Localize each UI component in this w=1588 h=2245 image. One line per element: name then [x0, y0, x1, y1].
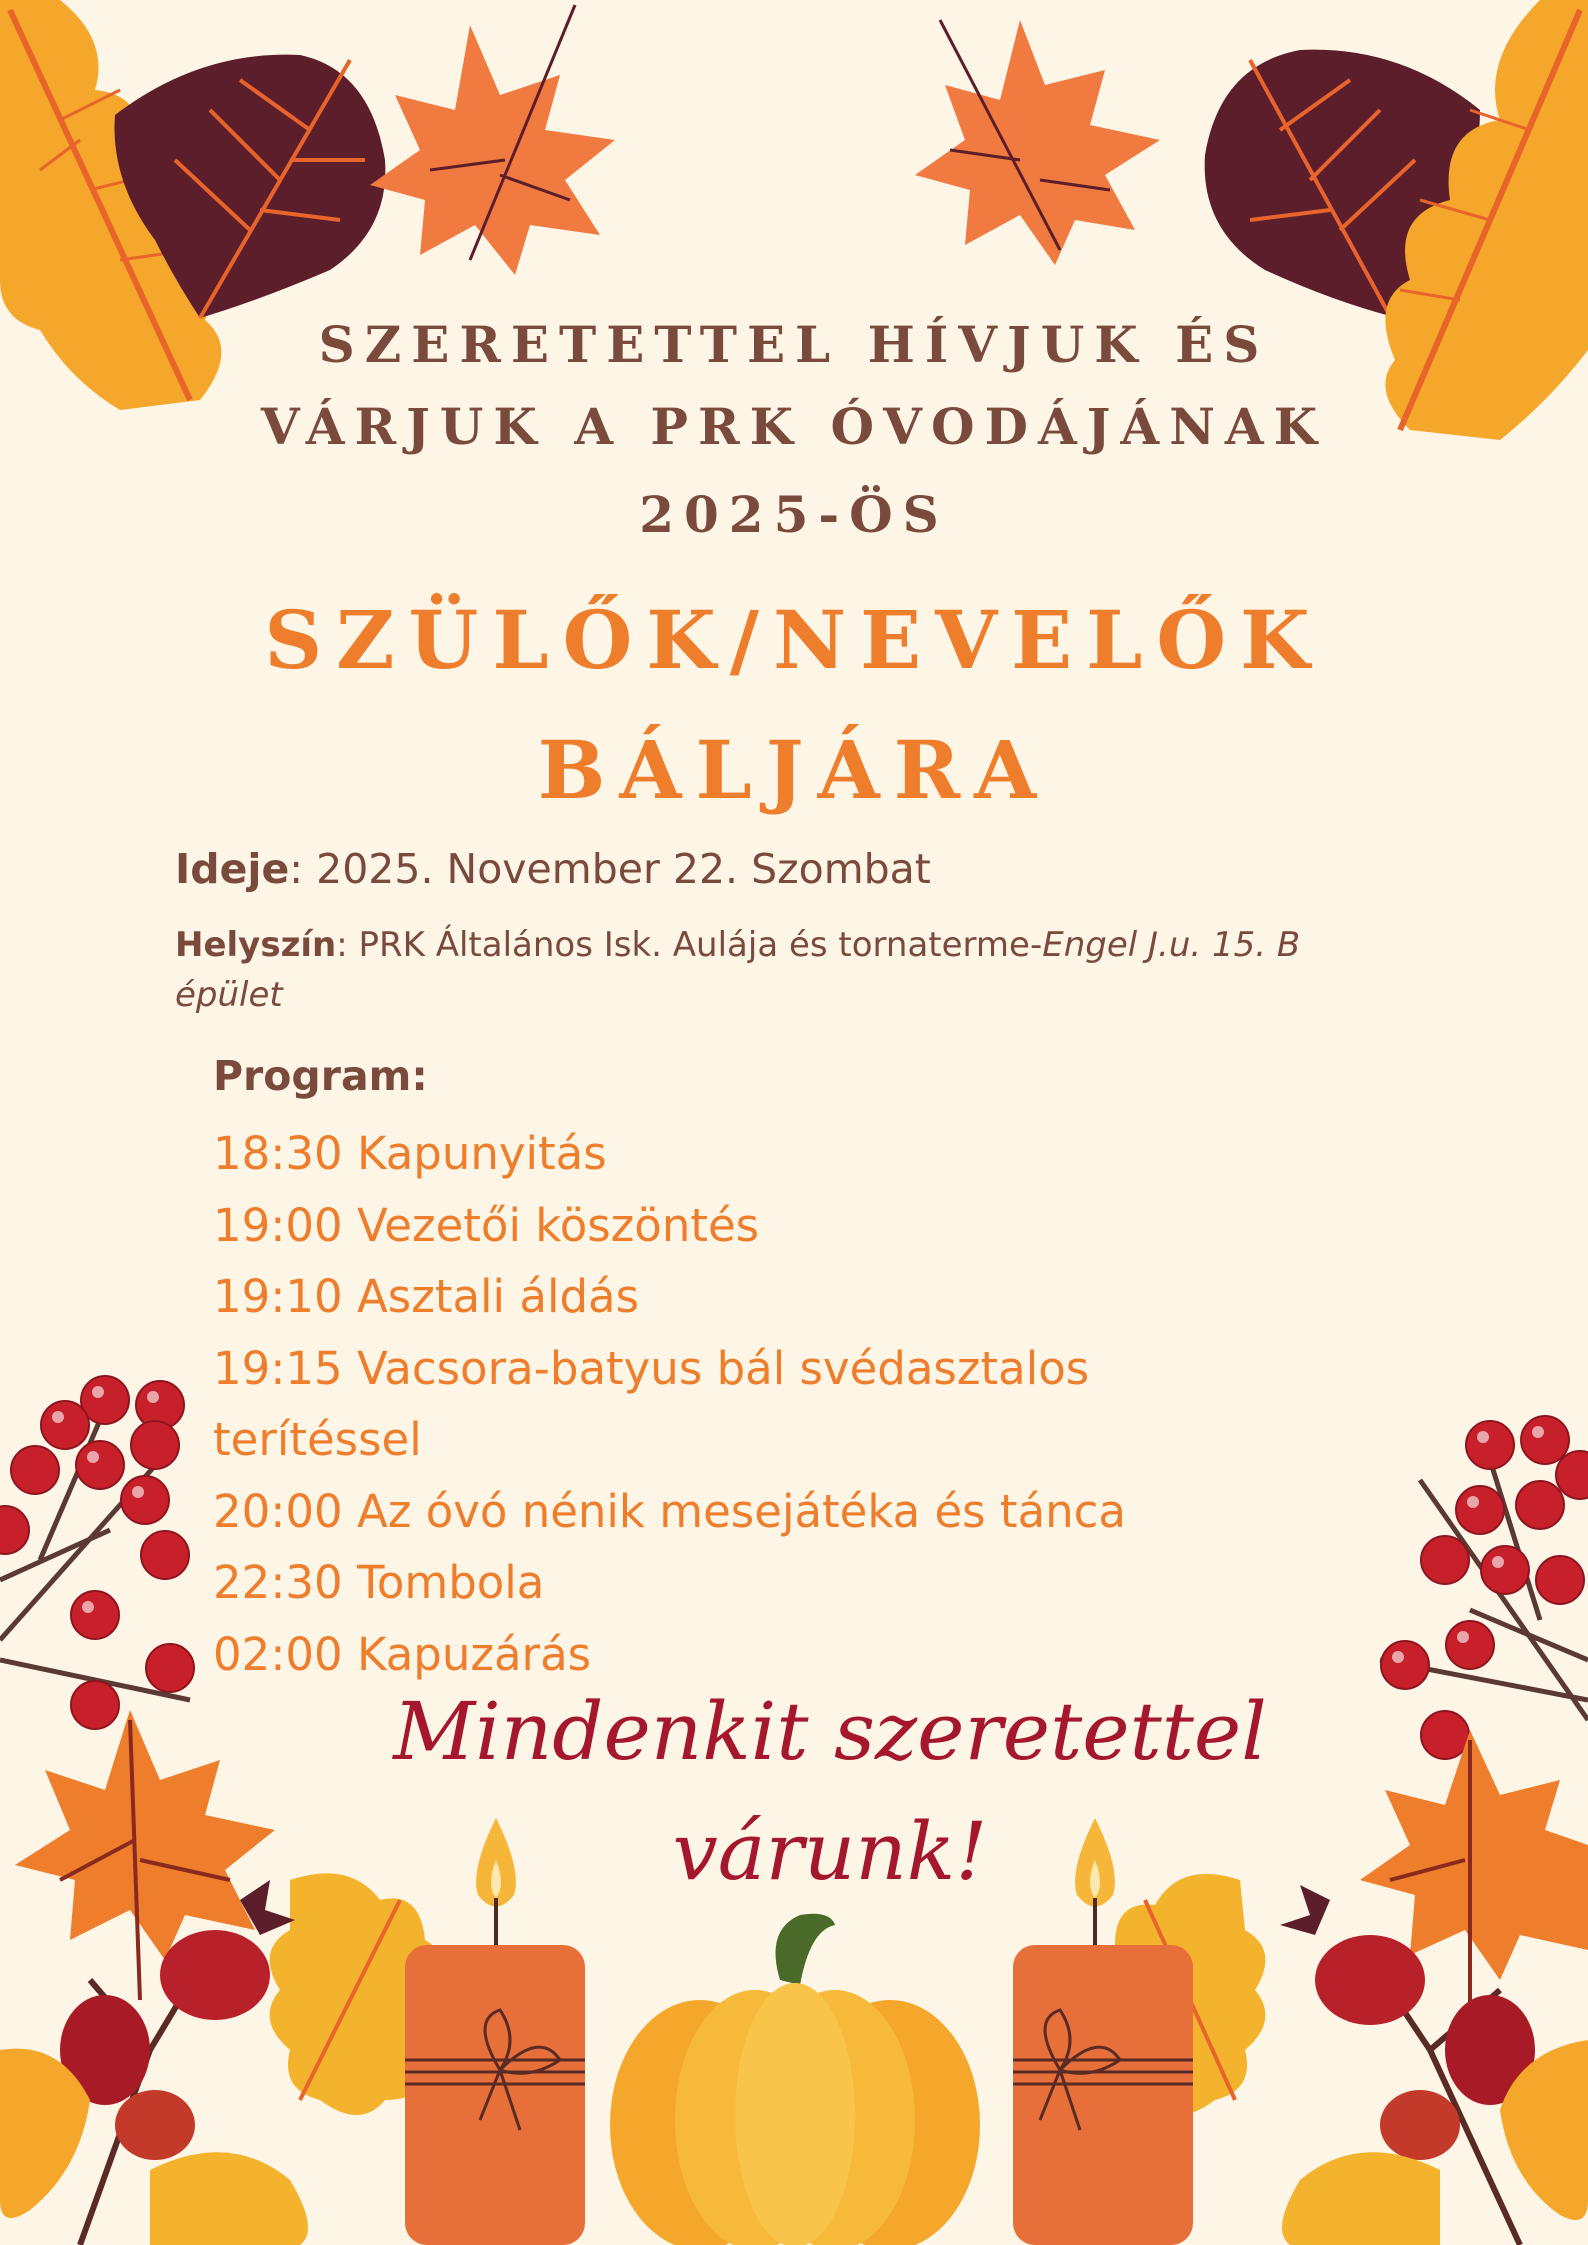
closing-line-2: várunk! — [672, 1805, 988, 1898]
program-item: 22:30 Tombola — [213, 1556, 545, 1609]
invitation-line-1: SZERETETTEL HÍVJUK ÉS — [318, 315, 1270, 374]
time-label: Ideje — [175, 845, 290, 893]
event-title-line-2: BÁLJÁRA — [537, 723, 1051, 817]
program-item: 02:00 Kapuzárás — [213, 1627, 592, 1681]
program-title: Program: — [213, 1052, 428, 1100]
program-list — [213, 1118, 1333, 1690]
program-item: 19:00 Vezetői köszöntés — [213, 1198, 760, 1252]
maple-leaf-icon — [370, 5, 615, 275]
closing-line-1: Mindenkit szeretettel — [393, 1685, 1267, 1778]
program-item: terítéssel — [213, 1413, 422, 1466]
program-item: 18:30 Kapunyitás — [213, 1127, 607, 1180]
program-item: 20:00 Az óvó nénik mesejátéka és tánca — [213, 1484, 1126, 1538]
place-address: Engel J.u. 15. B épület — [175, 925, 1301, 1015]
place-value: : PRK Általános Isk. Aulája és tornaterme- — [336, 925, 1043, 965]
place-label: Helyszín — [175, 925, 337, 965]
event-location — [175, 920, 1415, 1020]
event-title-line-1: SZÜLŐK/NEVELŐK — [264, 593, 1324, 687]
berry-branch-icon — [0, 1376, 194, 1729]
maple-leaf-icon — [915, 20, 1160, 265]
time-value: : 2025. November 22. Szombat — [289, 845, 931, 893]
event-time — [175, 845, 931, 893]
program-item: 19:10 Asztali áldás — [213, 1270, 640, 1323]
pumpkin-icon — [610, 1914, 980, 2245]
program-item: 19:15 Vacsora-batyus bál svédasztalos — [213, 1341, 1090, 1395]
invitation-line-2: VÁRJUK A PRK ÓVODÁJÁNAK — [260, 397, 1328, 456]
berry-branch-icon — [1380, 1416, 1588, 1759]
invitation-line-3: 2025-ÖS — [639, 485, 949, 544]
